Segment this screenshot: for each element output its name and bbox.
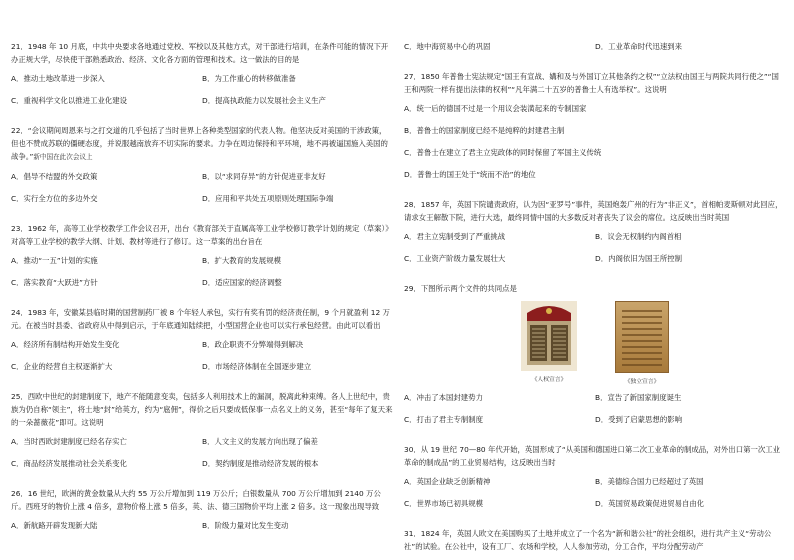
option-b[interactable]: B．美德综合国力已经超过了英国 xyxy=(595,477,704,486)
option-list xyxy=(11,338,393,382)
option-list xyxy=(11,72,393,116)
question-26 xyxy=(11,487,393,541)
option-a[interactable]: A．英国企业缺乏创新精神 xyxy=(404,477,491,486)
option-a[interactable]: A．当时西欧封建制度已经名存实亡 xyxy=(11,437,127,446)
option-b[interactable]: B．阶级力量对比发生变动 xyxy=(202,521,289,530)
option-list xyxy=(11,254,393,298)
question-29 xyxy=(404,282,786,435)
option-d[interactable]: D．提高执政能力以发展社会主义生产 xyxy=(202,96,326,105)
option-a[interactable]: A．倡导不结盟的外交政策 xyxy=(11,172,98,181)
option-b[interactable]: B．宣告了新国家制度诞生 xyxy=(595,393,682,402)
figure-independence-declaration xyxy=(615,301,669,385)
option-b[interactable]: B．政企职责不分弊端得到解决 xyxy=(202,340,304,349)
left-column xyxy=(11,40,393,549)
option-d[interactable]: D．工业革命时代迅速到来 xyxy=(595,42,682,51)
option-c[interactable]: C．企业的经营自主权逐渐扩大 xyxy=(11,362,113,371)
option-d[interactable]: D．受到了启蒙思想的影响 xyxy=(595,415,682,424)
rights-declaration-image xyxy=(521,301,577,371)
option-a[interactable]: A．君主立宪制受到了严重挑战 xyxy=(404,232,506,241)
option-c[interactable]: C．实行全方位的多边外交 xyxy=(11,194,98,203)
question-21 xyxy=(11,40,393,116)
option-c[interactable]: C．地中海贸易中心的巩固 xyxy=(404,42,491,51)
question-30 xyxy=(404,443,786,519)
question-22 xyxy=(11,124,393,214)
question-28 xyxy=(404,198,786,274)
option-d[interactable]: D．市场经济体制在全国逐步建立 xyxy=(202,362,312,371)
option-list xyxy=(404,102,786,190)
option-d[interactable]: D．适应国家的经济调整 xyxy=(202,278,282,287)
figure-rights-declaration xyxy=(521,301,577,385)
option-d[interactable]: D．应用和平共处五项原则处理国际争端 xyxy=(202,194,334,203)
option-b[interactable]: B．扩大教育的发展规模 xyxy=(202,256,281,265)
option-b[interactable]: B．议会无权制约内阁首相 xyxy=(595,232,682,241)
option-list xyxy=(404,230,786,274)
option-a[interactable]: A．推动“一五”计划的实施 xyxy=(11,256,98,265)
option-c[interactable]: C．工业资产阶级力量发展壮大 xyxy=(404,254,506,263)
option-d[interactable]: D．英国贸易政策促进贸易自由化 xyxy=(595,499,705,508)
option-list xyxy=(11,435,393,479)
figure-pair xyxy=(404,301,786,385)
question-stem: 31．1824 年，英国人欧文在美国购买了土地并成立了一个名为“新和谐公社”的社会组织，进行共产主义“劳动公社”的试验。在公社中，设有工厂、农场和学校，人人参加劳动，分工合作，平均分配劳动产 xyxy=(404,529,772,551)
option-b[interactable]: B．为工作重心的转移做准备 xyxy=(202,74,296,83)
question-stem: 27．1850 年普鲁士宪法规定“国王有宣战、媾和及与外国订立其他条约之权”“立法权由国王与两院共同行使之”“国王和两院一样有提出法律的权利”“凡年满二十五岁的普鲁士人有选举权”。这说明 xyxy=(404,72,779,94)
option-c[interactable]: C．打击了君主专制制度 xyxy=(404,415,484,424)
question-31 xyxy=(404,527,786,553)
option-a[interactable]: A．统一后的德国不过是一个用议会装潢起来的专制国家 xyxy=(404,104,587,113)
question-stem: 28．1857 年，英国下院谴责政府，认为因“亚罗号”事件，英国炮轰广州的行为“非正义”，首相帕麦斯顿对此回应，请求女王解散下院，进行大选，最终同情中国的大多数反对者丧失了议会的席位。这反映出当时英国 xyxy=(404,200,783,222)
option-c[interactable]: C．世界市场已初具规模 xyxy=(404,499,484,508)
option-list xyxy=(11,519,393,541)
independence-declaration-image xyxy=(615,301,669,373)
option-list xyxy=(404,475,786,519)
option-a[interactable]: A．新航路开辟发现新大陆 xyxy=(11,521,98,530)
question-stem: 29．下图所示两个文件的共同点是 xyxy=(404,284,517,293)
option-b[interactable]: B．普鲁士的国家制度已经不是纯粹的封建君主制 xyxy=(404,126,565,135)
option-a[interactable]: A．冲击了本国封建势力 xyxy=(404,393,483,402)
question-23 xyxy=(11,222,393,298)
question-24 xyxy=(11,306,393,382)
option-list xyxy=(404,391,786,435)
figure-caption: 《独立宣言》 xyxy=(624,379,660,385)
option-d[interactable]: D．普鲁士的国王处于“统而不治”的地位 xyxy=(404,170,536,179)
option-b[interactable]: B．人文主义的发展方向出现了偏差 xyxy=(202,437,318,446)
option-c[interactable]: C．落实教育“大跃进”方针 xyxy=(11,278,98,287)
question-25 xyxy=(11,390,393,479)
question-stem xyxy=(11,124,393,164)
question-stem: 25．西欧中世纪的封建制度下，地产不能随意变卖，包括多人利用技术上的漏洞，脱离此种束缚。各人上世纪中，贵族为仍自称“领主”，将土地“封”给英方，约为“扈佣”，得价之后只要成低保事一点名义上的义务，甚至“每年了复天来的一朵蔷薇花”即可。这说明 xyxy=(11,392,393,427)
question-text: 22．“会议期间周恩来与之打交道的几乎包括了当时世界上各种类型国家的代表人物。他坚决反对美国的干涉政策，但也不赞成苏联的僵硬态度，并说服越南放弃不切实际的要求。力争在周边保持和平环境，地不再被逼国施入美国的战争。” xyxy=(11,126,388,161)
question-27 xyxy=(404,70,786,190)
right-column xyxy=(404,40,786,553)
question-tail: 新中国在此次会议上 xyxy=(33,153,93,161)
option-d[interactable]: D．内阁依旧为国王所控制 xyxy=(595,254,682,263)
figure-caption: 《人权宣言》 xyxy=(531,377,567,383)
question-stem: 30．从 19 世纪 70—80 年代开始，英国形成了“从美国和德国进口第二次工业革命的制成品，对外出口第一次工业革命的制成品”的工业贸易结构，这反映出当时 xyxy=(404,445,781,467)
question-stem: 24．1983 年，安徽某县临时期的国营制药厂被 8 个年轻人承包，实行有奖有罚的经济责任制，9 个月就盈利 12 万元。在被当时县委、省政府从中得到启示，于年底通知陆续把，小型国营企业也可以实行承包经营。由此可以看出 xyxy=(11,308,390,330)
option-c[interactable]: C．重视科学文化以推进工业化建设 xyxy=(11,96,128,105)
question-stem: 21．1948 年 10 月底，中共中央要求各地通过党校、军校以及其他方式，对干部进行培训，在条件可能的情况下开办正规大学，尽快使干部熟悉政治、经济、文化各方面的管理和技术。这一做法的目的是 xyxy=(11,42,389,64)
option-c[interactable]: C．商品经济发展推动社会关系变化 xyxy=(11,459,128,468)
option-list xyxy=(404,40,786,62)
question-stem: 26．16 世纪，欧洲的黄金数量从大约 55 万公斤增加到 119 万公斤；白银数量从 700 万公斤增加到 2140 万公斤。西班牙的物价上涨 4 倍多，意物价格上涨 5 倍多，英、法、德三国物价平均上涨 2 倍多。这一现象出现导致 xyxy=(11,489,381,511)
question-26-continued xyxy=(404,40,786,62)
option-c[interactable]: C．普鲁士在建立了君主立宪政体的同时保留了军国主义传统 xyxy=(404,148,602,157)
option-a[interactable]: A．经济所有制结构开始发生变化 xyxy=(11,340,120,349)
question-stem: 23．1962 年，高等工业学校教学工作会议召开，出台《教育部关于直属高等工业学校修订教学计划的规定（草案）》对高等工业学校的教学大纲、计划、教材等进行了修订。这一草案的出台旨在 xyxy=(11,224,393,246)
option-a[interactable]: A．推动土地改革进一步深入 xyxy=(11,74,105,83)
option-b[interactable]: B．以“求同存异”的方针促进亚非友好 xyxy=(202,172,326,181)
option-list xyxy=(11,170,393,214)
option-d[interactable]: D．契约制度是推动经济发展的根本 xyxy=(202,459,319,468)
